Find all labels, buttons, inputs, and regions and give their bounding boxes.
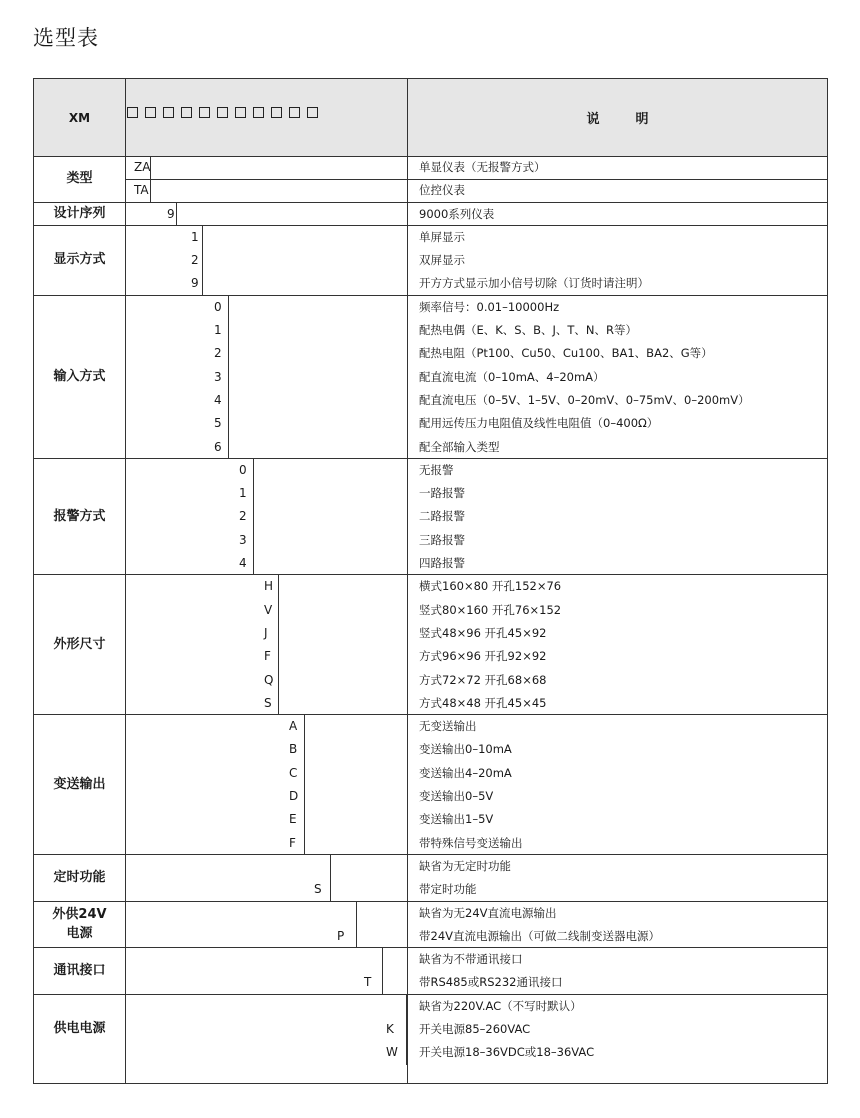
code-box <box>145 107 156 118</box>
option-description: 变送输出0–5V <box>419 789 494 804</box>
section-label: 设计序列 <box>53 205 106 221</box>
option-description: 变送输出1–5V <box>419 812 494 827</box>
option-description: 带特殊信号变送输出 <box>419 835 523 850</box>
code-divider <box>382 948 383 995</box>
option-description: 无变送输出 <box>419 719 477 734</box>
option-code: P <box>337 928 345 943</box>
option-description: 配热电阻（Pt100、Cu50、Cu100、BA1、BA2、G等） <box>419 346 713 361</box>
page-title: 选型表 <box>33 26 99 50</box>
section-label: 类型 <box>66 170 93 186</box>
option-code: 9 <box>167 206 175 221</box>
option-description: 变送输出4–20mA <box>419 765 512 780</box>
option-description: 缺省为不带通讯接口 <box>419 952 523 967</box>
section-label: 通讯接口 <box>53 963 106 979</box>
option-description: 竖式80×160 开孔76×152 <box>419 602 562 617</box>
code-box <box>199 107 210 118</box>
section-label: 外形尺寸 <box>53 636 106 652</box>
code-box <box>235 107 246 118</box>
option-description: 方式48×48 开孔45×45 <box>419 695 547 710</box>
option-code: 2 <box>239 509 247 524</box>
option-code: H <box>264 579 274 594</box>
section-label: 输入方式 <box>53 368 106 384</box>
option-description: 四路报警 <box>419 556 465 571</box>
option-code: 4 <box>239 556 247 571</box>
option-description: 无报警 <box>419 462 454 477</box>
section-row <box>34 575 827 715</box>
section-label: 变送输出 <box>53 776 106 792</box>
option-description: 双屏显示 <box>419 253 465 268</box>
code-box <box>217 107 228 118</box>
option-code: 3 <box>214 369 222 384</box>
option-code: F <box>289 835 296 850</box>
section-label: 报警方式 <box>53 508 106 524</box>
option-description: 9000系列仪表 <box>419 206 495 221</box>
section-row <box>34 203 827 226</box>
option-code: 2 <box>214 346 222 361</box>
option-description: 开关电源18–36VDC或18–36VAC <box>419 1045 595 1060</box>
option-code: J <box>264 625 268 640</box>
option-code: V <box>264 602 273 617</box>
option-description: 配用远传压力电阻值及线性电阻值（0–400Ω） <box>419 416 659 431</box>
code-box <box>181 107 192 118</box>
option-description: 带RS485或RS232通讯接口 <box>419 975 563 990</box>
option-description: 开关电源85–260VAC <box>419 1022 531 1037</box>
section-row <box>34 156 827 203</box>
code-divider <box>253 459 254 576</box>
option-description: 位控仪表 <box>419 183 465 198</box>
code-box <box>271 107 282 118</box>
code-box <box>163 107 174 118</box>
code-divider <box>406 995 407 1065</box>
option-description: 一路报警 <box>419 486 465 501</box>
option-description: 开方方式显示加小信号切除（订货时请注明） <box>419 276 649 291</box>
option-code: 1 <box>214 323 222 338</box>
option-code: 3 <box>239 532 247 547</box>
option-code: B <box>289 742 298 757</box>
model-prefix: XM <box>68 110 91 125</box>
option-description: 频率信号：0.01–10000Hz <box>419 299 560 314</box>
section-row <box>34 226 827 296</box>
option-code: E <box>289 812 297 827</box>
code-box <box>253 107 264 118</box>
row-divider <box>125 179 827 180</box>
description-header: 说 明 <box>586 112 649 127</box>
selection-table <box>33 78 828 1084</box>
option-description: 配直流电流（0–10mA、4–20mA） <box>419 369 605 384</box>
option-code: S <box>314 882 322 897</box>
section-label: 显示方式 <box>53 252 106 268</box>
code-placeholder-boxes <box>127 107 318 118</box>
code-divider <box>228 296 229 459</box>
option-code: T <box>364 975 372 990</box>
option-description: 变送输出0–10mA <box>419 742 512 757</box>
code-divider <box>150 156 151 203</box>
section-row <box>34 459 827 576</box>
option-description: 配热电偶（E、K、S、B、J、T、N、R等） <box>419 323 638 338</box>
option-code: D <box>289 789 299 804</box>
option-code: 2 <box>191 253 199 268</box>
section-label: 外供24V 电源 <box>52 907 107 941</box>
section-row <box>34 948 827 995</box>
code-divider <box>176 203 177 226</box>
option-description: 单屏显示 <box>419 229 465 244</box>
option-description: 方式96×96 开孔92×92 <box>419 649 547 664</box>
option-code: 9 <box>191 276 199 291</box>
option-code: 0 <box>239 462 247 477</box>
table-header <box>34 79 827 157</box>
option-code: TA <box>134 183 149 198</box>
option-description: 二路报警 <box>419 509 465 524</box>
code-divider <box>278 575 279 715</box>
option-code: C <box>289 765 298 780</box>
option-description: 单显仪表（无报警方式） <box>419 160 546 174</box>
option-code: 1 <box>191 229 199 244</box>
code-divider <box>356 902 357 949</box>
option-description: 带24V直流电源输出（可做二线制变送器电源） <box>419 928 660 943</box>
option-code: A <box>289 719 298 734</box>
option-code: 0 <box>214 299 222 314</box>
option-code: 4 <box>214 392 222 407</box>
code-box <box>289 107 300 118</box>
option-code: F <box>264 649 271 664</box>
section-label: 定时功能 <box>53 869 106 885</box>
code-box <box>307 107 318 118</box>
option-description: 横式160×80 开孔152×76 <box>419 579 562 594</box>
code-divider <box>202 226 203 296</box>
option-code: 1 <box>239 486 247 501</box>
code-box <box>127 107 138 118</box>
option-code: 6 <box>214 439 222 454</box>
option-description: 方式72×72 开孔68×68 <box>419 672 547 687</box>
option-description: 配直流电压（0–5V、1–5V、0–20mV、0–75mV、0–200mV） <box>419 392 750 407</box>
section-row <box>34 995 827 1065</box>
code-divider <box>330 855 331 902</box>
section-row <box>34 296 827 459</box>
option-code: ZA <box>134 160 151 174</box>
code-divider <box>304 715 305 855</box>
option-description: 缺省为无24V直流电源输出 <box>419 905 557 920</box>
option-description: 缺省为220V.AC（不写时默认） <box>419 998 582 1013</box>
option-code: 5 <box>214 416 222 431</box>
option-code: K <box>386 1022 394 1037</box>
option-description: 三路报警 <box>419 532 465 547</box>
section-row <box>34 715 827 855</box>
section-row <box>34 855 827 902</box>
option-description: 缺省为无定时功能 <box>419 859 511 873</box>
option-description: 带定时功能 <box>419 882 477 897</box>
option-description: 竖式48×96 开孔45×92 <box>419 625 547 640</box>
option-code: W <box>386 1045 398 1060</box>
option-description: 配全部输入类型 <box>419 439 500 454</box>
option-code: Q <box>264 672 274 687</box>
section-row <box>34 902 827 949</box>
option-code: S <box>264 695 272 710</box>
section-label: 供电电源 <box>53 1021 106 1037</box>
